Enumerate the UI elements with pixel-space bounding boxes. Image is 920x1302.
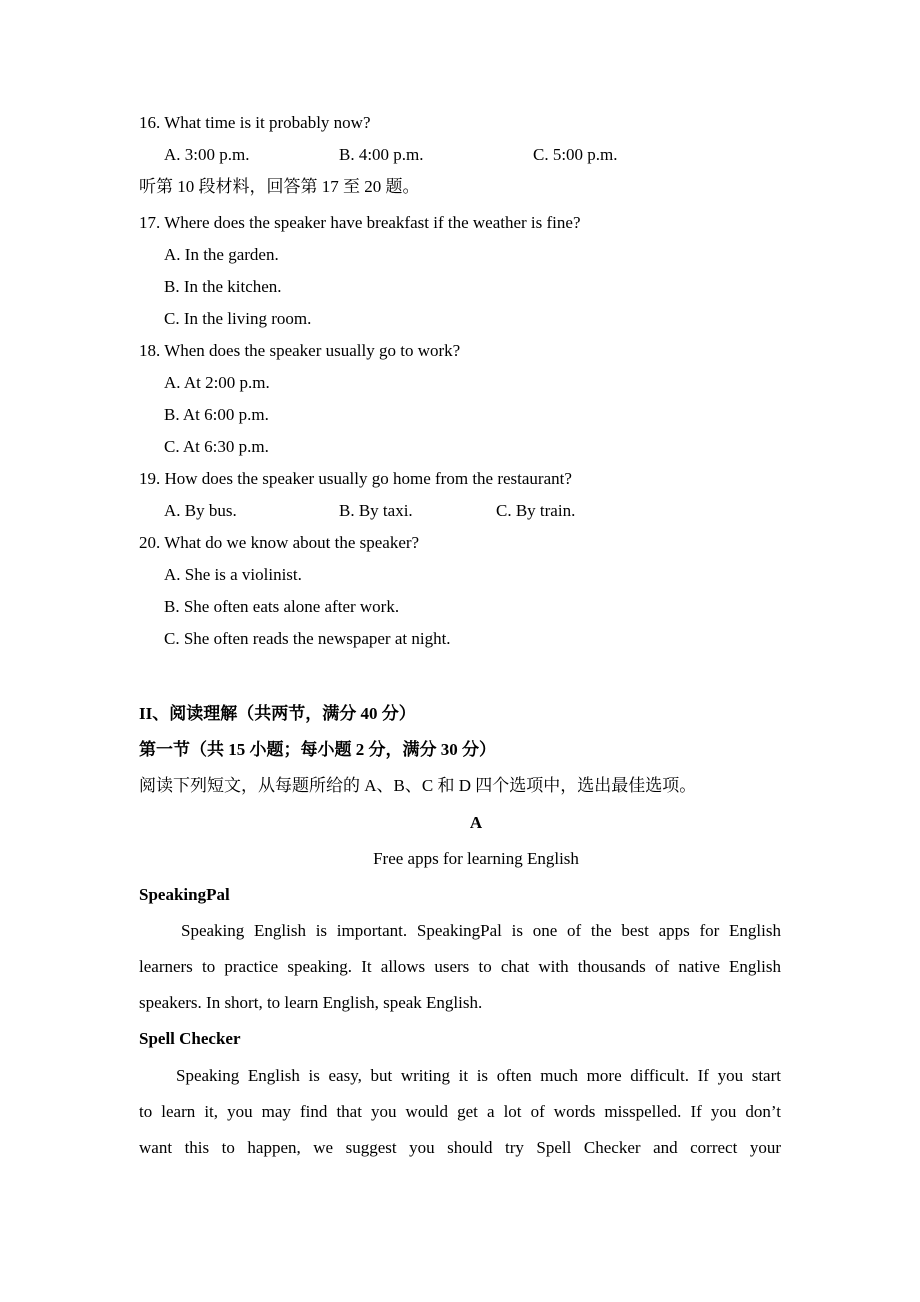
question-18: 18. When does the speaker usually go to work? [139,341,461,360]
app-name-speakingpal: SpeakingPal [139,885,230,904]
question-20: 20. What do we know about the speaker? [139,533,420,552]
reading-instruction: 阅读下列短文，从每题所给的 A、B、C 和 D 四个选项中，选出最佳选项。 [139,776,697,795]
q19-option-b: B. By taxi. [339,501,413,520]
q19-option-c: C. By train. [496,501,576,520]
q18-option-c: C. At 6:30 p.m. [164,437,269,456]
app-name-spell-checker: Spell Checker [139,1029,241,1048]
section-heading: 第一节（共 15 小题；每小题 2 分，满分 30 分） [139,740,496,759]
question-16: 16. What time is it probably now? [139,113,371,132]
speakingpal-line-1: Speaking English is important. SpeakingPal is one of the best apps for English [181,921,781,940]
spell-checker-line-1: Speaking English is easy, but writing it is often much more difficult. If you start [176,1066,781,1085]
speakingpal-line-2: learners to practice speaking. It allows users to chat with thousands of native English [139,957,781,976]
spell-checker-line-3: want this to happen, we suggest you should try Spell Checker and correct your [139,1138,781,1157]
part-heading: II、阅读理解（共两节，满分 40 分） [139,704,416,723]
passage-letter: A [469,813,483,832]
q18-option-b: B. At 6:00 p.m. [164,405,269,424]
question-17: 17. Where does the speaker have breakfast if the weather is fine? [139,213,581,232]
question-19: 19. How does the speaker usually go home from the restaurant? [139,469,572,488]
q16-option-a: A. 3:00 p.m. [164,145,250,164]
speakingpal-line-3: speakers. In short, to learn English, speak English. [139,993,483,1012]
q16-option-b: B. 4:00 p.m. [339,145,424,164]
instruction-material-10: 听第 10 段材料，回答第 17 至 20 题。 [139,177,420,196]
q20-option-b: B. She often eats alone after work. [164,597,400,616]
q17-option-b: B. In the kitchen. [164,277,282,296]
q20-option-a: A. She is a violinist. [164,565,302,584]
q17-option-a: A. In the garden. [164,245,279,264]
q16-option-c: C. 5:00 p.m. [533,145,618,164]
q20-option-c: C. She often reads the newspaper at night. [164,629,451,648]
q19-option-a: A. By bus. [164,501,237,520]
q17-option-c: C. In the living room. [164,309,312,328]
passage-title: Free apps for learning English [373,849,579,868]
q18-option-a: A. At 2:00 p.m. [164,373,270,392]
spell-checker-line-2: to learn it, you may find that you would get a lot of words misspelled. If you don’t [139,1102,781,1121]
